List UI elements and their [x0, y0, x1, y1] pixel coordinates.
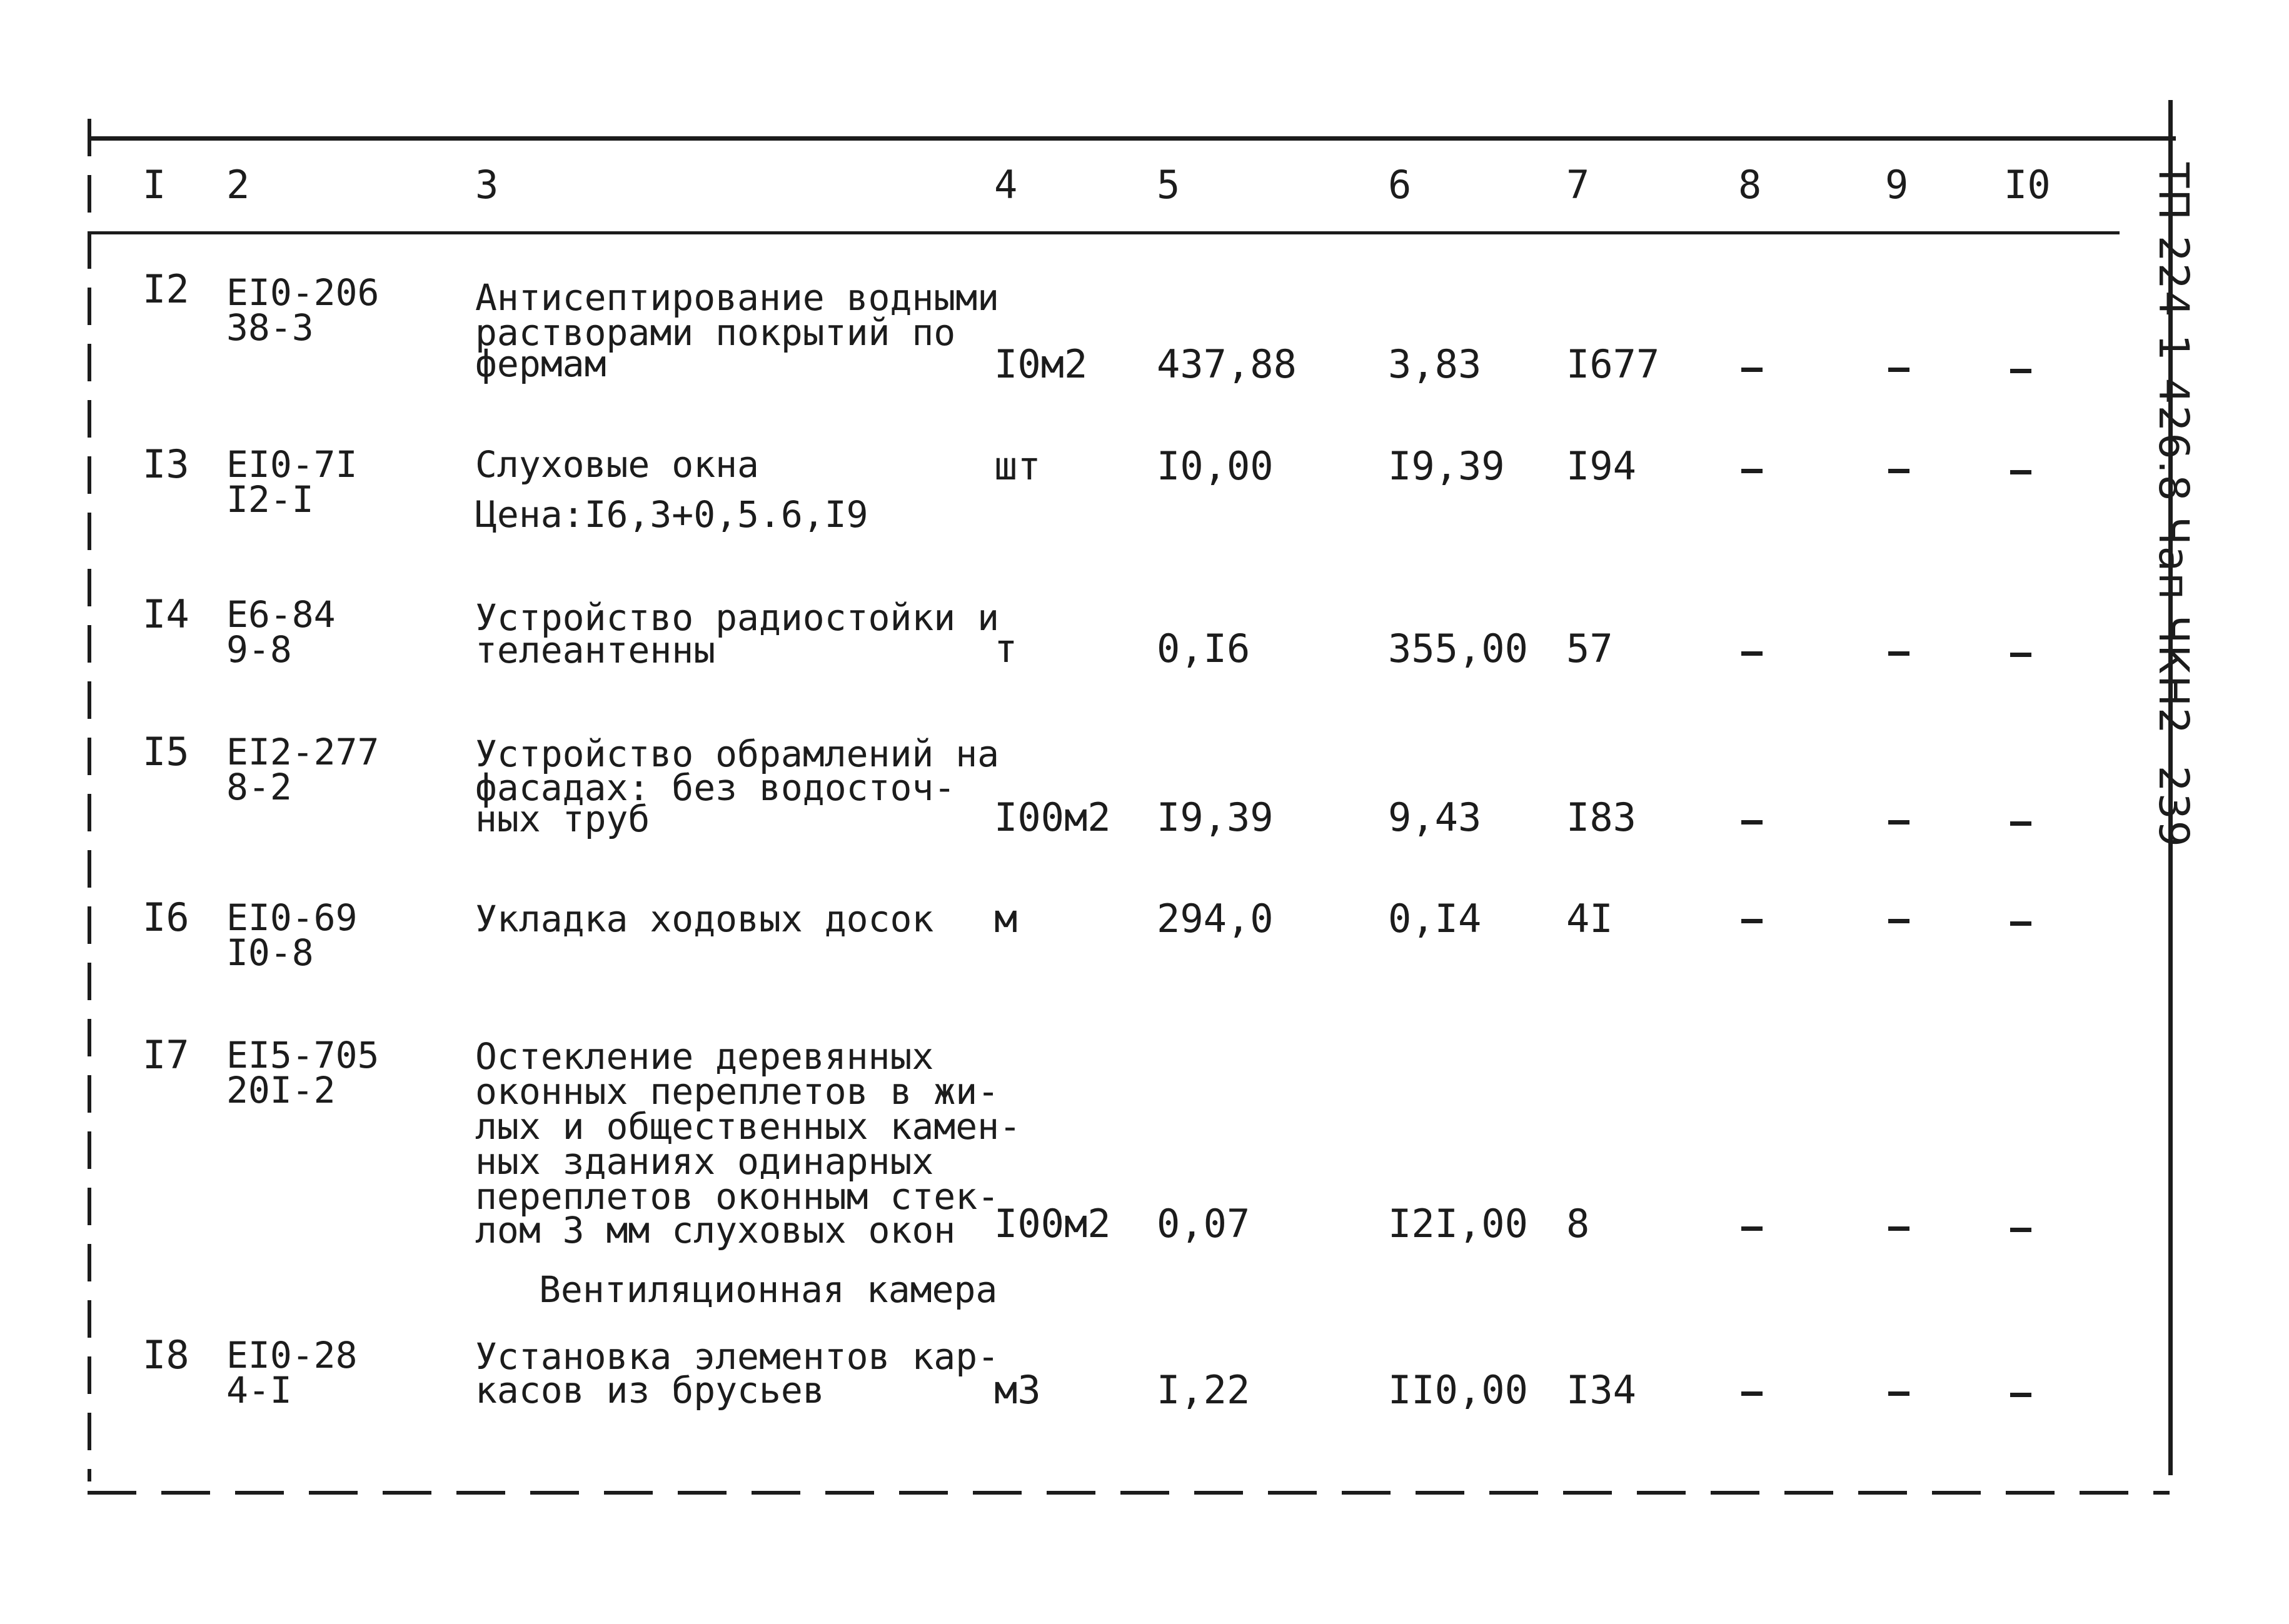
row-quantity: I9,39 [1157, 794, 1274, 840]
row-col9-dash [1888, 1391, 1909, 1396]
row-unit-price: 3,83 [1388, 341, 1482, 387]
row-desc-line2: фасадах: без водосточ- [475, 766, 956, 809]
row-number: I2 [143, 266, 189, 312]
row-total: 57 [1566, 626, 1613, 671]
row-desc-line1: Остекление деревянных [475, 1035, 934, 1078]
row-number: I3 [143, 441, 189, 487]
row-col8-dash [1741, 919, 1763, 923]
row-unit-price: 9,43 [1388, 794, 1482, 840]
row-code-line2: I0-8 [226, 931, 314, 974]
side-label-text: ТП 224-1-426.8 Чап ЧКН2- 239 - [2150, 163, 2198, 879]
row-unit: I0м2 [994, 341, 1088, 387]
row-total: I677 [1566, 341, 1660, 387]
row-code-line1: EI0-69 [226, 896, 358, 939]
bottom-border [88, 1491, 2170, 1495]
row-unit: шт [994, 443, 1041, 489]
header-col-4: 4 [994, 162, 1018, 208]
row-desc-line3: ных труб [475, 798, 650, 840]
header-col-9: 9 [1885, 162, 1909, 208]
row-col9-dash [1888, 368, 1909, 372]
header-col-7: 7 [1566, 162, 1590, 208]
row-col8-dash [1741, 1391, 1763, 1396]
row-code-line2: 4-I [226, 1369, 292, 1411]
row-unit: м3 [994, 1367, 1041, 1413]
row-col10-dash [2010, 921, 2031, 926]
row-total: 8 [1566, 1201, 1590, 1246]
row-unit-price: 355,00 [1388, 626, 1528, 671]
row-desc-line3: лых и общественных камен- [475, 1105, 1021, 1148]
row-quantity: 437,88 [1157, 341, 1297, 387]
top-border [88, 136, 2176, 141]
header-col-8: 8 [1738, 162, 1762, 208]
row-col10-dash [2010, 821, 2031, 826]
row-col10-dash [2010, 653, 2031, 657]
row-desc-line2: телеантенны [475, 629, 716, 671]
row-desc-line2: касов из брусьев [475, 1369, 825, 1411]
row-code-line1: EI5-705 [226, 1034, 380, 1076]
row-col8-dash [1741, 368, 1763, 372]
row-col8-dash [1741, 651, 1763, 656]
row-col9-dash [1888, 919, 1909, 923]
row-code-line1: EI2-277 [226, 731, 380, 773]
row-unit: м [994, 896, 1018, 941]
header-col-6: 6 [1388, 162, 1412, 208]
row-total: I94 [1566, 443, 1636, 489]
row-unit: I00м2 [994, 1201, 1111, 1246]
row-unit-price: I9,39 [1388, 443, 1505, 489]
row-code-line1: EI0-28 [226, 1334, 358, 1376]
row-unit-price: I2I,00 [1388, 1201, 1528, 1246]
row-quantity: 0,07 [1157, 1201, 1250, 1246]
row-unit-price: II0,00 [1388, 1367, 1528, 1413]
left-border [88, 119, 91, 1481]
row-unit-price: 0,I4 [1388, 896, 1482, 941]
row-col8-dash [1741, 820, 1763, 825]
header-col-2: 2 [226, 162, 250, 208]
row-unit: I00м2 [994, 794, 1111, 840]
row-col9-dash [1888, 820, 1909, 825]
header-col-3: 3 [475, 162, 499, 208]
row-desc-line2: оконных переплетов в жи- [475, 1070, 1000, 1113]
row-col10-dash [2010, 1393, 2031, 1397]
row-code-line1: E6-84 [226, 593, 336, 636]
row-desc-line2: растворами покрытий по [475, 311, 956, 354]
side-document-label [2150, 163, 2226, 913]
row-number: I5 [143, 729, 189, 774]
row-code-line2: 20I-2 [226, 1069, 336, 1111]
row-desc-line1: Устройство обрамлений на [475, 733, 1000, 775]
row-code-line2: I2-I [226, 478, 314, 521]
row-col8-dash [1741, 1226, 1763, 1231]
row-price-note: Цена:I6,3+0,5.6,I9 [475, 493, 868, 536]
row-col9-dash [1888, 469, 1909, 473]
row-col10-dash [2010, 1228, 2031, 1232]
row-desc-line1: Установка элементов кар- [475, 1335, 1000, 1378]
row-unit: т [994, 626, 1018, 671]
row-code-line1: EI0-206 [226, 271, 380, 314]
row-desc-line1: Слуховые окна [475, 443, 759, 486]
row-quantity: 294,0 [1157, 896, 1274, 941]
row-code-line2: 9-8 [226, 628, 292, 671]
row-total: 4I [1566, 896, 1613, 941]
row-col8-dash [1741, 469, 1763, 473]
row-desc-line1: Укладка ходовых досок [475, 898, 934, 940]
row-col10-dash [2010, 369, 2031, 373]
row-total: I83 [1566, 794, 1636, 840]
row-number: I7 [143, 1032, 189, 1078]
section-title: Вентиляционная камера [539, 1268, 998, 1311]
header-col-1: I [143, 162, 166, 208]
row-quantity: I0,00 [1157, 443, 1274, 489]
row-desc-line1: Устройство радиостойки и [475, 596, 1000, 639]
row-total: I34 [1566, 1367, 1636, 1413]
row-code-line2: 8-2 [226, 766, 292, 808]
row-col9-dash [1888, 651, 1909, 656]
row-number: I4 [143, 591, 189, 637]
row-desc-line6: лом 3 мм слуховых окон [475, 1209, 956, 1251]
row-col9-dash [1888, 1226, 1909, 1231]
row-number: I6 [143, 895, 189, 940]
row-desc-line3: фермам [475, 343, 606, 385]
row-quantity: 0,I6 [1157, 626, 1250, 671]
row-code-line1: EI0-7I [226, 443, 358, 486]
row-desc-line4: ных зданиях одинарных [475, 1140, 934, 1183]
row-col10-dash [2010, 470, 2031, 474]
row-code-line2: 38-3 [226, 306, 314, 349]
row-desc-line1: Антисептирование водными [475, 276, 1000, 319]
header-col-5: 5 [1157, 162, 1180, 208]
row-desc-line5: переплетов оконным стек- [475, 1175, 1000, 1218]
row-number: I8 [143, 1332, 189, 1378]
header-underline [88, 231, 2120, 234]
row-quantity: I,22 [1157, 1367, 1250, 1413]
header-col-10: I0 [2004, 162, 2051, 208]
